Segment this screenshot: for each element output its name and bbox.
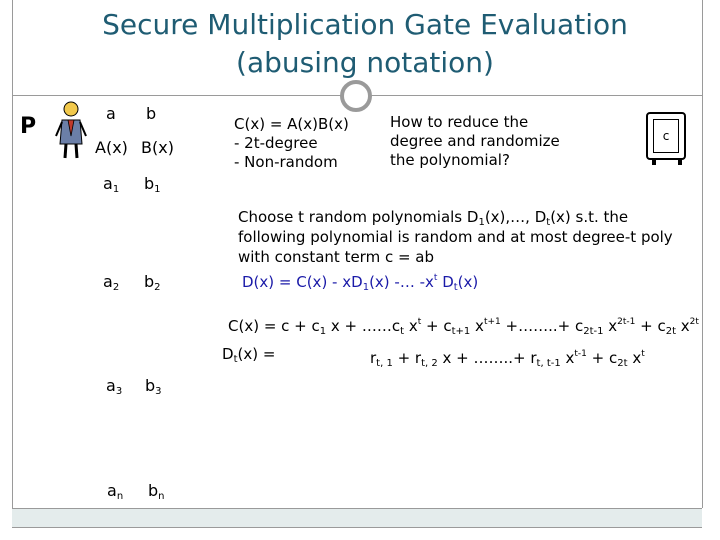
ring-connector-icon — [340, 80, 372, 112]
dt-rhs: $r_{t, 1} + r_{t, 2}$ x + ……..+ $r_{t, t-1}$ $x^{t-1} + c_{2t}$ $x^t$ — [370, 349, 645, 369]
choose-line1: Choose t random polynomials $D_1(x),\dots$, $D_t(x)$ s.t. the — [238, 208, 629, 228]
slide-title: Secure Multiplication Gate Evaluation (abusing notation) — [102, 8, 628, 79]
cx-nonrandom-note: - Non-random — [234, 153, 338, 171]
share-bn: $b_n$ — [148, 481, 165, 502]
share-a2: $a_2$ — [103, 272, 120, 293]
input-a: a — [106, 104, 116, 123]
frame-left-line — [12, 0, 13, 508]
person-figure-icon — [54, 100, 88, 164]
safe-box-label: c — [653, 119, 679, 153]
party-label: P — [20, 114, 37, 139]
choose-line2: following polynomial is random and at most degree-t poly — [238, 228, 673, 246]
question-line2: degree and randomize — [390, 132, 560, 150]
choose-line3: with constant term c = ab — [238, 248, 435, 266]
safe-box-icon — [646, 112, 686, 160]
share-an: $a_n$ — [107, 481, 124, 502]
dx-definition: $D(x) = C(x) - xD_1(x)$ -… $-x^t$ $D_t(x)$ — [242, 273, 479, 293]
safe-box-leg — [678, 160, 682, 165]
share-a1: $a_1$ — [103, 174, 120, 195]
footer-band — [12, 508, 702, 528]
poly-B: B(x) — [141, 138, 174, 157]
safe-box-leg — [652, 160, 656, 165]
share-a3: $a_3$ — [106, 376, 123, 397]
share-b2: $b_2$ — [144, 272, 161, 293]
question-line3: the polynomial? — [390, 151, 510, 169]
cx-definition: C(x) = A(x)B(x) — [234, 115, 349, 133]
cx-degree-note: - 2t-degree — [234, 134, 318, 152]
frame-right-line — [702, 0, 703, 508]
dt-lhs: $D_t(x)$ = — [222, 345, 276, 365]
share-b3: $b_3$ — [145, 376, 162, 397]
poly-A: A(x) — [95, 138, 128, 157]
input-b: b — [146, 104, 157, 123]
question-line1: How to reduce the — [390, 113, 529, 131]
cx-expansion: $C(x) = c + c_1$ $x + \dots\dots c_t$ $x^t + c_{t+1}$ $x^{t+1}$ +……..+ $c_{2t-1}$ $x^{2t-1} + c_{2t}$ $x^{2t}$ — [228, 317, 699, 337]
share-b1: $b_1$ — [144, 174, 161, 195]
